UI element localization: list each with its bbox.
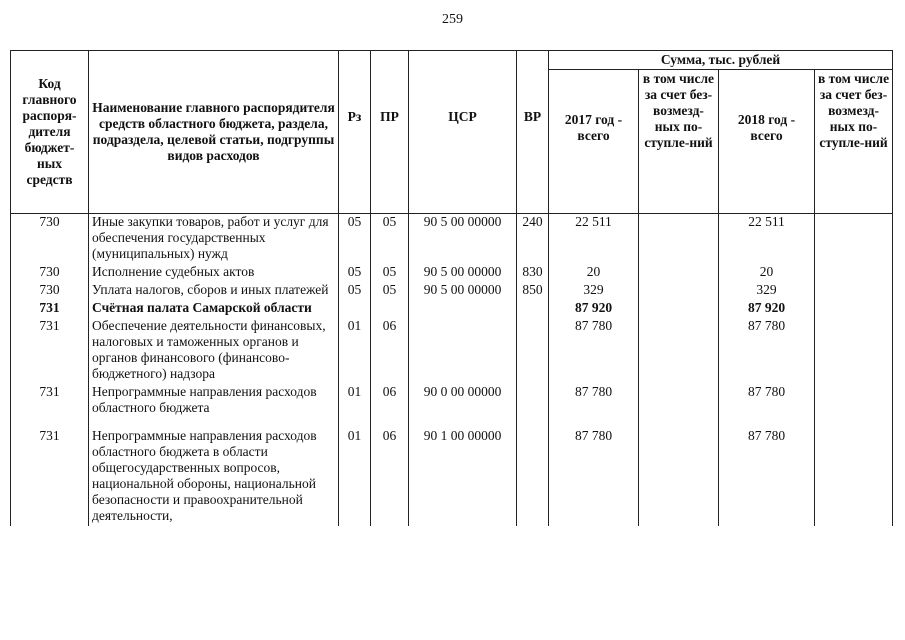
cell-vr	[517, 300, 549, 318]
cell-rz: 05	[339, 264, 371, 282]
table-row	[11, 318, 893, 384]
cell-y2017-free	[639, 318, 719, 384]
cell-vr	[517, 384, 549, 418]
table-row	[11, 384, 893, 418]
cell-code: 731	[11, 300, 89, 318]
header-2017-free: в том числе за счет без-возмезд-ных по-ступле-ний	[639, 70, 719, 214]
cell-y2017-free	[639, 264, 719, 282]
cell-pr: 05	[371, 282, 409, 300]
budget-table	[10, 50, 893, 526]
cell-y2017: 87 780	[549, 384, 639, 418]
header-rz: Рз	[339, 51, 371, 214]
cell-y2018-free	[815, 264, 893, 282]
cell-csr: 90 5 00 00000	[409, 282, 517, 300]
cell-rz: 01	[339, 418, 371, 526]
cell-y2018-free	[815, 282, 893, 300]
cell-y2018: 87 780	[719, 418, 815, 526]
cell-y2018-free	[815, 214, 893, 265]
cell-pr: 05	[371, 264, 409, 282]
cell-y2017-free	[639, 418, 719, 526]
cell-y2018-free	[815, 384, 893, 418]
cell-code: 731	[11, 318, 89, 384]
cell-y2017: 329	[549, 282, 639, 300]
cell-name: Иные закупки товаров, работ и услуг для обеспечения государственных (муниципальных) нужд	[89, 214, 339, 265]
cell-csr: 90 5 00 00000	[409, 264, 517, 282]
cell-csr	[409, 300, 517, 318]
cell-y2018-free	[815, 318, 893, 384]
cell-y2017: 22 511	[549, 214, 639, 265]
cell-vr	[517, 418, 549, 526]
cell-pr: 06	[371, 418, 409, 526]
cell-y2017-free	[639, 384, 719, 418]
cell-code: 730	[11, 282, 89, 300]
cell-y2018: 87 780	[719, 318, 815, 384]
cell-pr: 06	[371, 384, 409, 418]
cell-csr: 90 0 00 00000	[409, 384, 517, 418]
cell-vr	[517, 318, 549, 384]
table-row	[11, 214, 893, 265]
cell-code: 730	[11, 214, 89, 265]
header-vr: ВР	[517, 51, 549, 214]
header-name: Наименование главного распорядителя средств областного бюджета, раздела, подраздела, целевой статьи, подгруппы видов расходов	[89, 51, 339, 214]
table-row	[11, 282, 893, 300]
cell-code: 730	[11, 264, 89, 282]
cell-name: Счётная палата Самарской области	[89, 300, 339, 318]
cell-pr: 05	[371, 214, 409, 265]
cell-name: Обеспечение деятельности финансовых, налоговых и таможенных органов и органов финансового (финансово-бюджетного) надзора	[89, 318, 339, 384]
cell-rz: 05	[339, 282, 371, 300]
cell-code: 731	[11, 384, 89, 418]
cell-code: 731	[11, 418, 89, 526]
table-row	[11, 418, 893, 526]
cell-rz	[339, 300, 371, 318]
header-pr: ПР	[371, 51, 409, 214]
cell-name: Непрограммные направления расходов областного бюджета в области общегосударственных вопросов, национальной обороны, национальной безопасности и правоохранительной деятельности,	[89, 418, 339, 526]
cell-y2018: 20	[719, 264, 815, 282]
header-2018-total: 2018 год - всего	[719, 70, 815, 214]
cell-vr: 830	[517, 264, 549, 282]
cell-csr	[409, 318, 517, 384]
cell-y2018: 329	[719, 282, 815, 300]
cell-name: Исполнение судебных актов	[89, 264, 339, 282]
cell-y2017-free	[639, 282, 719, 300]
cell-csr: 90 1 00 00000	[409, 418, 517, 526]
cell-csr: 90 5 00 00000	[409, 214, 517, 265]
cell-rz: 01	[339, 318, 371, 384]
cell-vr: 850	[517, 282, 549, 300]
cell-y2018: 87 780	[719, 384, 815, 418]
cell-rz: 01	[339, 384, 371, 418]
header-csr: ЦСР	[409, 51, 517, 214]
header-2017-total: 2017 год - всего	[549, 70, 639, 214]
cell-y2017-free	[639, 300, 719, 318]
header-sum: Сумма, тыс. рублей	[549, 51, 893, 70]
table-row	[11, 300, 893, 318]
cell-vr: 240	[517, 214, 549, 265]
cell-pr	[371, 300, 409, 318]
cell-y2018-free	[815, 300, 893, 318]
cell-y2018-free	[815, 418, 893, 526]
cell-y2017: 20	[549, 264, 639, 282]
cell-pr: 06	[371, 318, 409, 384]
cell-y2017-free	[639, 214, 719, 265]
cell-y2017: 87 780	[549, 418, 639, 526]
cell-name: Непрограммные направления расходов областного бюджета	[89, 384, 339, 418]
cell-name: Уплата налогов, сборов и иных платежей	[89, 282, 339, 300]
cell-y2018: 87 920	[719, 300, 815, 318]
table-body	[11, 214, 893, 527]
header-2018-free: в том числе за счет без-возмезд-ных по-ступле-ний	[815, 70, 893, 214]
cell-y2017: 87 920	[549, 300, 639, 318]
header-code: Код главного распоря-дителя бюджет-ных средств	[11, 51, 89, 214]
cell-y2017: 87 780	[549, 318, 639, 384]
page-number: 259	[442, 12, 463, 27]
table-row	[11, 264, 893, 282]
cell-y2018: 22 511	[719, 214, 815, 265]
cell-rz: 05	[339, 214, 371, 265]
